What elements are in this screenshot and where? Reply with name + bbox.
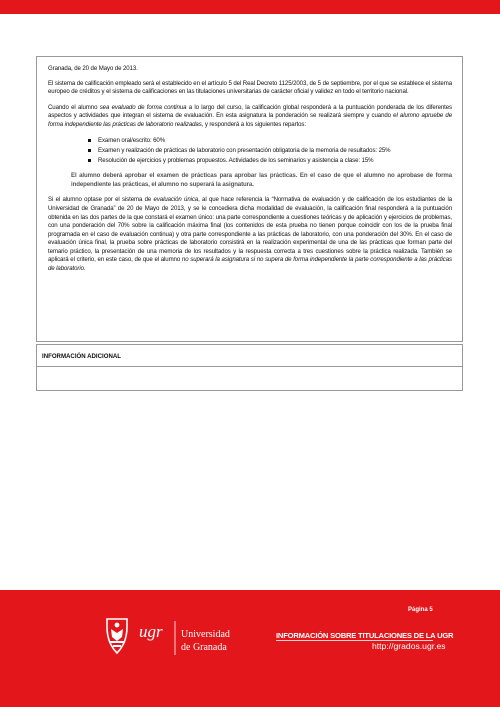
evaluation-paragraph-3: [48, 196, 452, 273]
logo-brand: ugr: [139, 622, 163, 641]
weighting-list: [48, 137, 452, 166]
practicals-warning: El alumno deberá aprobar el examen de prácticas para aprobar las prácticas. En el caso de que el alumno no aprobase de forma independiente las prácticas, el alumno no superará la asignatura.: [71, 172, 452, 188]
p3-italic-single: evaluación única: [153, 196, 199, 204]
logo-line-1: Universidad: [181, 629, 230, 640]
p2-italic-independent: el alumno apruebe de forma independiente las prácticas de laboratorio realizadas: [48, 112, 453, 128]
p2-text-c: a lo largo del curso, la calificación global responderá a la puntuación ponderada de los diferentes aspectos y actividades que integran el sistema de evaluación. En esta asignatura la ponderación se realizará siempre y cuando: [48, 103, 452, 120]
list-item: Resolución de ejercicios y problemas propuestos. Actividades de los seminarios y asistencia a clase: 15%: [98, 157, 452, 166]
p2-text-e: , y responderá a los siguientes repartos:: [201, 120, 306, 128]
evaluation-cell: [37, 57, 462, 346]
p2-text-a: Cuando el alumno: [48, 103, 100, 111]
p3-text-e: .: [83, 265, 86, 273]
p3-text-c: , al que hace referencia la “Normativa de evaluación y de calificación de los estudiantes de la Universidad de Granada” de 20 de Mayo de 2013, y se le concediera dicha modalidad de evaluación, la calificación final responderá a la puntuación obtenida en las dos partes de la que constará el examen único: una parte correspondiente a cuestiones teóricas y de aplicación y ejercicios de problemas, con una ponderación del 70% sobre la calificación máxima final (los contenidos de esta prueba no tienen porque coincidir con los de la prueba final programada en el caso de evaluación continua) y otra parte correspondiente a las prácticas de laboratorio, con una ponderación del 30%. En el caso de evaluación única final, la prueba sobre prácticas de laboratorio consistirá en la realización experimental de una de las prácticas que forman parte del temario práctico, la presentación de una memoria de los resultados y la respuesta correcta a tres cuestiones sobre la práctica realizada. También se aplicará el criterio, en este caso, de que el alumno: [48, 196, 453, 264]
top-red-band: [0, 0, 500, 14]
degrees-info-title: INFORMACIÓN SOBRE TITULACIONES DE LA UGR: [276, 631, 454, 640]
evaluation-date: Granada, de 20 de Mayo de 2013.: [48, 65, 138, 72]
evaluation-paragraph-1: El sistema de calificación empleado será el establecido en el artículo 5 del Real Decreto 1125/2003, de 5 de septiembre, por el que se establece el sistema europeo de créditos y el sistema de calificaciones en las titulaciones universitarias de carácter oficial y validez en todo el territorio nacional.: [48, 79, 452, 96]
evaluation-paragraph-2: [48, 104, 452, 130]
footer-band: [0, 590, 500, 707]
ugr-crest-icon: [101, 615, 261, 661]
logo-line-2: de Granada: [181, 642, 227, 653]
list-item: Examen y realización de prácticas de laboratorio con presentación obligatoria de la memoria de resultados: 25%: [98, 147, 452, 156]
list-item: Examen oral/escrito: 60%: [98, 137, 452, 146]
degrees-url-link[interactable]: http://grados.ugr.es: [372, 641, 446, 651]
ugr-logo: [101, 615, 261, 661]
p3-italic-rule: no superará la asignatura si no supera de forma independiente la parte correspondiente a las prácticas de laboratorio: [48, 256, 452, 273]
additional-info-header: INFORMACIÓN ADICIONAL: [36, 345, 463, 367]
page-number: Página 5: [408, 607, 433, 613]
p3-text-a: Si el alumno optase por el sistema de: [48, 196, 154, 204]
additional-info-body: [36, 367, 463, 391]
p2-italic-continuous: sea evaluado de forma continua: [99, 103, 187, 111]
evaluation-table: [36, 56, 463, 342]
